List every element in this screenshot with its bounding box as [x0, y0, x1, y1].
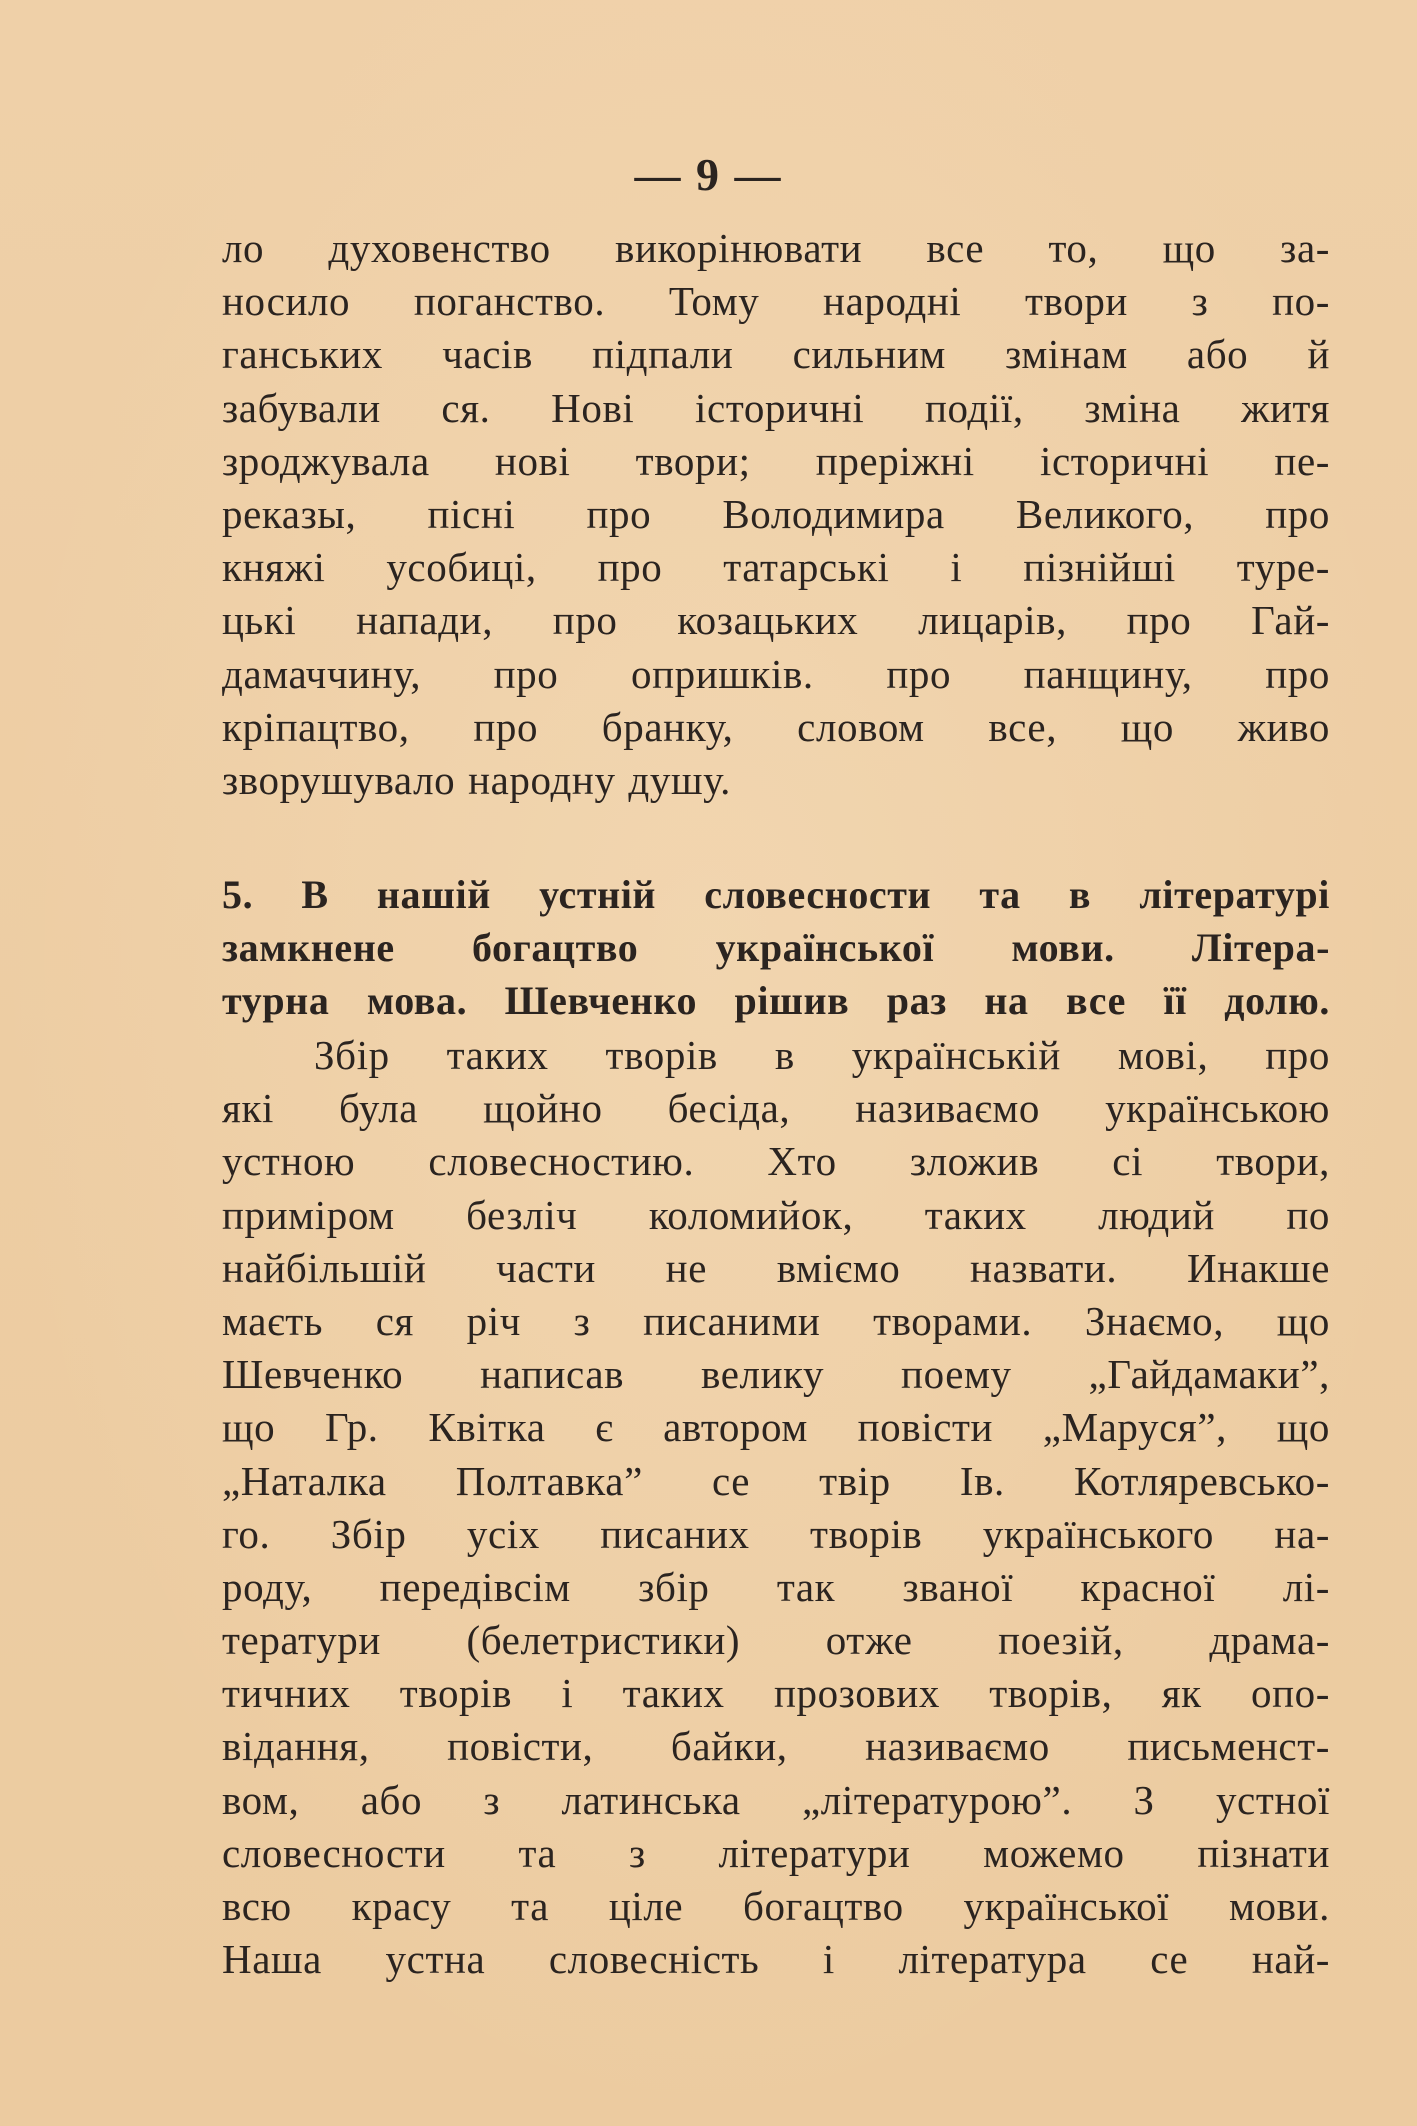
text-line: носило поганство. Тому народні твори з по-	[222, 278, 1330, 325]
text-line: відання, повісти, байки, називаємо письменст-	[222, 1723, 1330, 1770]
text-line: зворушувало народну душу.	[222, 756, 731, 803]
paragraph-2	[222, 1029, 1330, 1986]
text-line: ганських часів підпали сильним змінам або й	[222, 331, 1330, 378]
text-line: словесности та з літератури можемо пізнати	[222, 1829, 1330, 1876]
text-line: „Наталка Полтавка” се твір Ів. Котляревсько-	[222, 1457, 1330, 1504]
heading-line: турна мова. Шевченко рішив раз на все її долю.	[222, 978, 1330, 1024]
text-line: забували ся. Нові історичні події, зміна житя	[222, 384, 1330, 431]
text-line: ло духовенство викорінювати все то, що за-	[222, 225, 1330, 271]
heading-line: 5. В нашій устній словесности та в літературі	[222, 872, 1330, 917]
text-line: Збір таких творів в українській мові, про	[314, 1032, 1330, 1078]
text-line: приміром безліч коломийок, таких людий по	[222, 1191, 1330, 1238]
text-line: тичних творів і таких прозових творів, як опо-	[222, 1670, 1330, 1717]
section-heading	[222, 868, 1330, 1028]
page-number: — 9 —	[634, 149, 783, 200]
text-line: Наша устна словесність і література се най-	[222, 1936, 1330, 1983]
paragraph-1	[222, 222, 1330, 807]
text-line: цькі напади, про козацьких лицарів, про Гай-	[222, 597, 1330, 644]
text-line: найбільшій части не вміємо назвати. Инакше	[222, 1244, 1330, 1291]
text-line: що Гр. Квітка є автором повісти „Маруся”, що	[222, 1404, 1330, 1451]
text-line: дамаччину, про опришків. про панщину, про	[222, 650, 1330, 697]
text-line: які була щойно бесіда, називаємо українською	[222, 1085, 1330, 1132]
text-line: тератури (белетристики) отже поезій, драма-	[222, 1617, 1330, 1664]
text-line: вом, або з латинська „літературою”. З устної	[222, 1776, 1330, 1823]
text-line: Шевченко написав велику поему „Гайдамаки”,	[222, 1351, 1330, 1398]
text-line: зроджувала нові твори; преріжні історичні пе-	[222, 437, 1330, 484]
text-line: роду, передівсім збір так званої красної лі-	[222, 1563, 1330, 1610]
text-line: кріпацтво, про бранку, словом все, що живо	[222, 703, 1330, 750]
text-line: го. Збір усіх писаних творів українського на-	[222, 1510, 1330, 1557]
text-line: княжі усобиці, про татарські і пізнійші туре-	[222, 544, 1330, 591]
text-line: маєть ся річ з писаними творами. Знаємо, що	[222, 1297, 1330, 1344]
text-line: всю красу та ціле богацтво української мови.	[222, 1883, 1330, 1929]
text-line: устною словесностию. Хто зложив сі твори,	[222, 1138, 1330, 1185]
heading-line: замкнене богацтво української мови. Літера-	[222, 925, 1330, 971]
text-line: реказы, пісні про Володимира Великого, про	[222, 490, 1330, 537]
